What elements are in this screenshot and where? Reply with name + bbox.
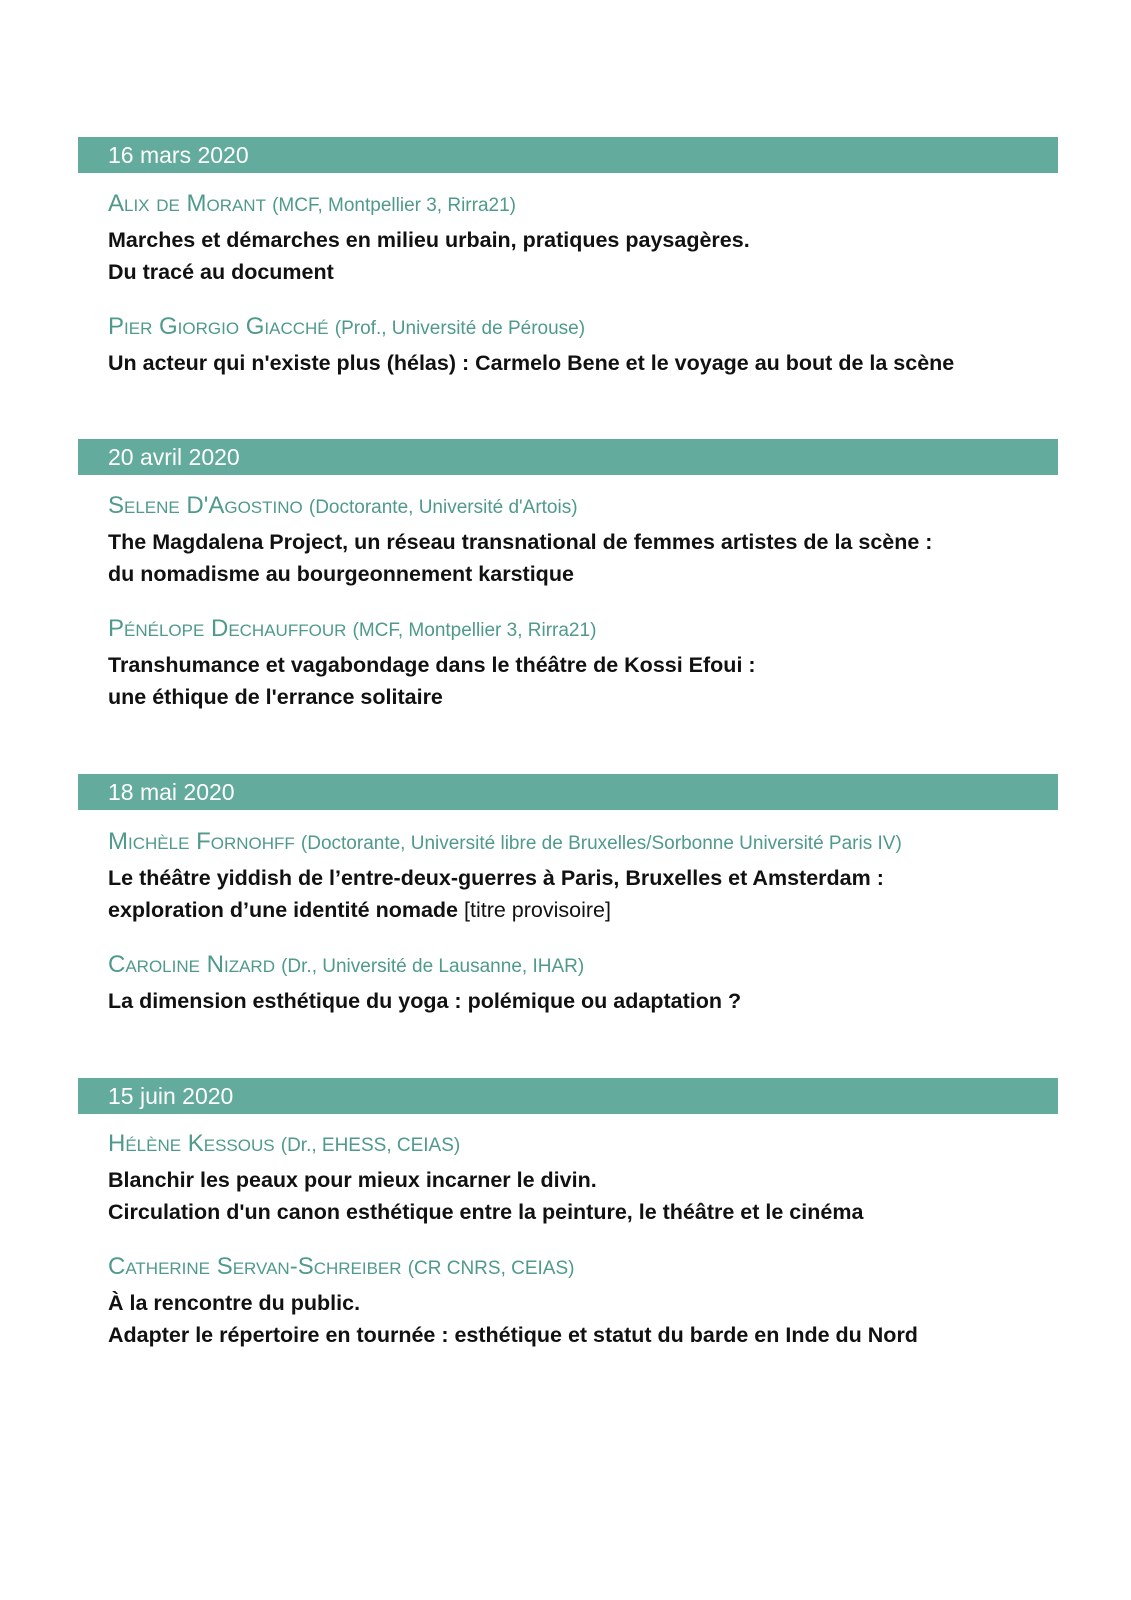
session-date-bar: 15 juin 2020 bbox=[78, 1078, 1058, 1114]
speaker-name: Michèle Fornohff bbox=[108, 828, 295, 855]
talk-title bbox=[108, 649, 1048, 713]
talk-title-line: Le théâtre yiddish de l’entre-deux-guerres à Paris, Bruxelles et Amsterdam : bbox=[108, 866, 884, 890]
talk bbox=[108, 1130, 1048, 1228]
talk-title bbox=[108, 347, 1048, 379]
speaker-affiliation: (Dr., Université de Lausanne, IHAR) bbox=[281, 956, 585, 977]
talk-title-line: Un acteur qui n'existe plus (hélas) : Carmelo Bene et le voyage au bout de la scène bbox=[108, 351, 955, 375]
talk-title bbox=[108, 1287, 1048, 1351]
talk-title-line: Adapter le répertoire en tournée : esthétique et statut du barde en Inde du Nord bbox=[108, 1323, 918, 1347]
talk-title bbox=[108, 526, 1048, 590]
talk bbox=[108, 1253, 1048, 1351]
talk-title-line: À la rencontre du public. bbox=[108, 1291, 361, 1315]
talk-title-line: Transhumance et vagabondage dans le théâtre de Kossi Efoui : bbox=[108, 653, 756, 677]
talk bbox=[108, 313, 1048, 379]
speaker-name: Catherine Servan-Schreiber bbox=[108, 1253, 402, 1280]
speaker-line bbox=[108, 190, 1048, 220]
speaker-name: Alix de Morant bbox=[108, 190, 266, 217]
session-date-bar: 20 avril 2020 bbox=[78, 439, 1058, 475]
speaker-line bbox=[108, 828, 1048, 858]
talk bbox=[108, 615, 1048, 713]
title-note: [titre provisoire] bbox=[464, 898, 611, 922]
talk-title-line: Du tracé au document bbox=[108, 260, 334, 284]
talk-title-line: Circulation d'un canon esthétique entre la peinture, le théâtre et le cinéma bbox=[108, 1200, 864, 1224]
speaker-affiliation: (Doctorante, Université d'Artois) bbox=[308, 497, 578, 518]
speaker-line bbox=[108, 951, 1048, 981]
talk bbox=[108, 828, 1048, 926]
talk bbox=[108, 492, 1048, 590]
session-date-bar: 18 mai 2020 bbox=[78, 774, 1058, 810]
talk-title-line: La dimension esthétique du yoga : polémique ou adaptation ? bbox=[108, 989, 742, 1013]
speaker-line bbox=[108, 615, 1048, 645]
speaker-affiliation: (CR CNRS, CEIAS) bbox=[407, 1258, 575, 1279]
speaker-name: Caroline Nizard bbox=[108, 951, 275, 978]
talk-title-line: The Magdalena Project, un réseau transnational de femmes artistes de la scène : bbox=[108, 530, 933, 554]
talk-title-line bbox=[108, 894, 1048, 926]
speaker-affiliation: (Prof., Université de Pérouse) bbox=[334, 318, 586, 339]
talk-title-line: Marches et démarches en milieu urbain, pratiques paysagères. bbox=[108, 228, 750, 252]
speaker-name: Pier Giorgio Giacché bbox=[108, 313, 329, 340]
speaker-line bbox=[108, 313, 1048, 343]
speaker-affiliation: (Doctorante, Université libre de Bruxelles/Sorbonne Université Paris IV) bbox=[300, 833, 902, 854]
speaker-line bbox=[108, 492, 1048, 522]
talk-title bbox=[108, 1164, 1048, 1228]
speaker-name: Hélène Kessous bbox=[108, 1130, 275, 1157]
talk-title bbox=[108, 862, 1048, 926]
speaker-affiliation: (MCF, Montpellier 3, Rirra21) bbox=[352, 620, 597, 641]
talk bbox=[108, 190, 1048, 288]
speaker-affiliation: (Dr., EHESS, CEIAS) bbox=[280, 1135, 461, 1156]
session-date-bar: 16 mars 2020 bbox=[78, 137, 1058, 173]
speaker-name: Pénélope Dechauffour bbox=[108, 615, 347, 642]
talk-title bbox=[108, 985, 1048, 1017]
talk bbox=[108, 951, 1048, 1017]
talk-title-line: une éthique de l'errance solitaire bbox=[108, 685, 443, 709]
speaker-name: Selene D'Agostino bbox=[108, 492, 303, 519]
talk-title-line: du nomadisme au bourgeonnement karstique bbox=[108, 562, 574, 586]
speaker-line bbox=[108, 1253, 1048, 1283]
talk-title-line: Blanchir les peaux pour mieux incarner le divin. bbox=[108, 1168, 597, 1192]
speaker-line bbox=[108, 1130, 1048, 1160]
speaker-affiliation: (MCF, Montpellier 3, Rirra21) bbox=[272, 195, 516, 216]
talk-title bbox=[108, 224, 1048, 288]
talk-title-text: exploration d’une identité nomade bbox=[108, 898, 459, 922]
